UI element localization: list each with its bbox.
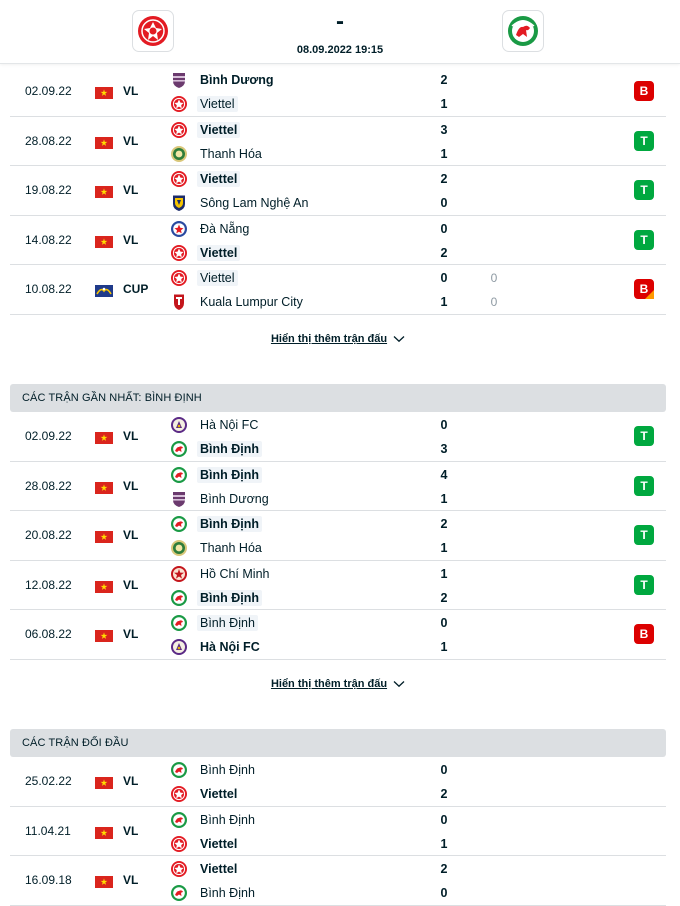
home-score: 2	[440, 862, 448, 877]
match-row[interactable]	[10, 807, 666, 857]
viettel-crest-icon	[170, 121, 188, 139]
away-team-name: Hà Nội FC	[200, 640, 260, 655]
binhdinh-crest-icon	[170, 761, 188, 779]
away-score: 1	[440, 836, 448, 851]
win-badge	[634, 525, 654, 545]
away-team-name: Viettel	[197, 245, 240, 261]
match-row[interactable]	[10, 117, 666, 167]
away-score: 2	[440, 590, 448, 605]
section-header: CÁC TRẬN GẦN NHẤT: BÌNH ĐỊNH	[10, 384, 666, 412]
binhdinh-crest-icon	[170, 466, 188, 484]
win-badge	[634, 575, 654, 595]
competition-label: VL	[123, 232, 139, 247]
result-label: B	[639, 282, 649, 297]
match-date: 16.09.18	[25, 873, 72, 888]
section-header: CÁC TRẬN ĐỐI ĐẦU	[10, 729, 666, 757]
home-team[interactable]	[170, 760, 258, 780]
competition-label: VL	[123, 133, 139, 148]
away-team[interactable]	[170, 193, 311, 213]
binhdinh-crest-icon	[170, 440, 188, 458]
viettel-crest-icon	[170, 785, 188, 803]
vietnam-flag-icon	[95, 629, 113, 641]
show-more-button[interactable]	[10, 660, 666, 708]
match-date: 28.08.22	[25, 478, 72, 493]
match-date: 25.02.22	[25, 773, 72, 788]
danang-crest-icon	[170, 220, 188, 238]
win-badge	[634, 131, 654, 151]
vietnam-flag-icon	[95, 875, 113, 887]
home-team[interactable]	[170, 415, 261, 435]
away-team[interactable]	[170, 94, 238, 114]
match-datetime: 08.09.2022 19:15	[296, 44, 384, 56]
viettel-crest-icon	[170, 244, 188, 262]
vietnam-flag-icon	[95, 185, 113, 197]
home-team[interactable]	[170, 70, 276, 90]
away-score: 1	[440, 541, 448, 556]
away-team-logo[interactable]	[502, 10, 544, 52]
home-team[interactable]	[170, 613, 258, 633]
home-team-name: Bình Định	[200, 762, 255, 777]
match-date: 20.08.22	[25, 528, 72, 543]
away-team[interactable]	[170, 834, 240, 854]
home-score: 0	[440, 762, 448, 777]
home-score: 0	[440, 616, 448, 631]
home-team-name: Bình Định	[197, 516, 262, 532]
away-team-name: Thanh Hóa	[200, 146, 262, 161]
competition-label: VL	[123, 183, 139, 198]
vietnam-flag-icon	[95, 580, 113, 592]
away-team-name: Viettel	[200, 836, 238, 851]
match-row[interactable]	[10, 216, 666, 266]
thanhhoa-crest-icon	[170, 145, 188, 163]
viettel-crest-icon	[170, 170, 188, 188]
away-score: 1	[440, 97, 448, 111]
competition-label: VL	[123, 428, 139, 443]
match-date: 11.04.21	[25, 823, 71, 838]
home-team-name: Viettel	[200, 862, 238, 877]
away-team-name: Bình Định	[200, 886, 255, 901]
competition-label: VL	[123, 478, 139, 493]
away-team-name: Kuala Lumpur City	[200, 295, 303, 310]
competition-label: CUP	[123, 282, 149, 297]
home-team-name: Viettel	[197, 270, 238, 286]
win-badge	[634, 180, 654, 200]
away-team-name: Viettel	[200, 786, 238, 801]
binhduong-crest-icon	[170, 490, 188, 508]
home-team-name: Bình Dương	[200, 73, 274, 87]
result-label: T	[640, 232, 648, 247]
match-row[interactable]	[10, 561, 666, 611]
home-team[interactable]	[170, 120, 240, 140]
vietnam-flag-icon	[95, 530, 113, 542]
result-label: T	[640, 133, 648, 148]
away-score: 2	[440, 245, 448, 260]
home-score: 2	[440, 73, 448, 87]
home-team-name: Hà Nội FC	[200, 417, 259, 432]
vietnam-flag-icon	[95, 431, 113, 443]
home-score: 2	[440, 172, 448, 187]
home-team-name: Hồ Chí Minh	[200, 566, 270, 581]
home-team[interactable]	[170, 859, 240, 879]
result-label: T	[640, 528, 648, 543]
competition-label: VL	[123, 773, 139, 788]
away-score: 2	[440, 786, 448, 801]
match-row[interactable]	[10, 757, 666, 807]
vietnam-flag-icon	[95, 86, 113, 98]
vietnam-flag-icon	[95, 481, 113, 493]
away-penalty-score: 0	[490, 295, 498, 310]
away-score: 0	[440, 196, 448, 211]
home-team-name: Đà Nẵng	[200, 221, 250, 236]
match-row[interactable]	[10, 511, 666, 561]
home-team[interactable]	[170, 810, 258, 830]
competition-label: VL	[123, 84, 139, 98]
match-date: 28.08.22	[25, 133, 72, 148]
score-separator: -	[336, 8, 344, 35]
away-team[interactable]	[170, 243, 240, 263]
thanhhoa-crest-icon	[170, 539, 188, 557]
match-date: 12.08.22	[25, 577, 72, 592]
home-team[interactable]	[170, 514, 262, 534]
home-score: 0	[440, 417, 448, 432]
match-row[interactable]	[10, 412, 666, 462]
away-score: 0	[440, 886, 448, 901]
home-score: 1	[440, 566, 448, 581]
away-team[interactable]	[170, 784, 240, 804]
away-team-name: Viettel	[197, 96, 238, 112]
home-team[interactable]	[170, 465, 262, 485]
home-score: 4	[440, 467, 448, 482]
binhdinh-crest-icon	[170, 589, 188, 607]
viettel-crest-icon	[170, 860, 188, 878]
win-badge	[634, 476, 654, 496]
match-date: 02.09.22	[25, 84, 72, 98]
match-date: 06.08.22	[25, 627, 72, 642]
result-label: T	[640, 577, 648, 592]
viettel-crest-icon	[170, 95, 188, 113]
loss-badge	[634, 279, 654, 299]
match-row[interactable]	[10, 265, 666, 315]
kl-crest-icon	[170, 293, 188, 311]
binhdinh-crest-icon	[170, 614, 188, 632]
away-team[interactable]	[170, 883, 258, 903]
chevron-down-icon	[387, 680, 405, 688]
home-penalty-score: 0	[490, 271, 498, 286]
home-team-name: Bình Định	[197, 615, 258, 631]
home-score: 0	[440, 221, 448, 236]
hanoi-crest-icon	[170, 638, 188, 656]
home-team[interactable]	[170, 268, 238, 288]
result-label: B	[639, 84, 649, 98]
competition-label: VL	[123, 873, 139, 888]
match-row[interactable]	[10, 67, 666, 117]
binhduong-crest-icon	[170, 71, 188, 89]
competition-label: VL	[123, 528, 139, 543]
slna-crest-icon	[170, 194, 188, 212]
away-team[interactable]	[170, 489, 272, 509]
binhdinh-crest-icon	[506, 14, 540, 48]
away-score: 1	[440, 491, 448, 506]
show-more-label[interactable]: Hiển thị thêm trận đấu	[270, 677, 388, 690]
away-team[interactable]	[170, 538, 265, 558]
section-spacer	[10, 708, 666, 729]
penalty-marker	[645, 290, 654, 299]
match-date: 14.08.22	[25, 232, 72, 247]
match-row[interactable]	[10, 462, 666, 512]
away-team-name: Thanh Hóa	[200, 541, 262, 556]
competition-label: VL	[123, 627, 139, 642]
show-more-label[interactable]: Hiển thị thêm trận đấu	[270, 332, 388, 345]
match-header	[0, 0, 680, 64]
away-score: 3	[440, 441, 448, 456]
loss-badge	[634, 624, 654, 644]
away-score: 1	[440, 640, 448, 655]
away-score: 1	[440, 295, 448, 310]
away-team[interactable]	[170, 292, 306, 312]
away-team[interactable]	[170, 144, 265, 164]
result-label: B	[639, 627, 649, 642]
viettel-crest-icon	[170, 269, 188, 287]
home-team-name: Viettel	[197, 171, 240, 187]
result-label: T	[640, 183, 648, 198]
match-row[interactable]	[10, 610, 666, 660]
competition-label: VL	[123, 823, 139, 838]
away-team-name: Sông Lam Nghệ An	[200, 196, 309, 211]
home-team[interactable]	[170, 219, 252, 239]
match-row[interactable]	[10, 166, 666, 216]
vietnam-flag-icon	[95, 826, 113, 838]
competition-label: VL	[123, 577, 139, 592]
show-more-button[interactable]	[10, 315, 666, 363]
loss-badge	[634, 81, 654, 101]
chevron-down-icon	[387, 335, 405, 343]
away-team[interactable]	[170, 637, 263, 657]
home-team-name: Viettel	[197, 122, 240, 138]
viettel-crest-icon	[170, 835, 188, 853]
result-label: T	[640, 428, 648, 443]
hanoi-crest-icon	[170, 416, 188, 434]
home-team-name: Bình Định	[197, 467, 262, 483]
match-row[interactable]	[10, 856, 666, 906]
section-spacer	[10, 363, 666, 384]
vietnam-flag-icon	[95, 776, 113, 788]
home-score: 2	[440, 517, 448, 532]
vietnam-flag-icon	[95, 136, 113, 148]
away-team-name: Bình Định	[197, 590, 262, 606]
result-label: T	[640, 478, 648, 493]
binhdinh-crest-icon	[170, 811, 188, 829]
binhdinh-crest-icon	[170, 884, 188, 902]
away-score: 1	[440, 146, 448, 161]
away-team[interactable]	[170, 439, 262, 459]
home-team[interactable]	[170, 564, 272, 584]
away-team[interactable]	[170, 588, 262, 608]
away-team-name: Bình Dương	[200, 491, 269, 506]
match-date: 19.08.22	[25, 183, 72, 198]
afc-cup-icon	[95, 284, 113, 296]
home-score: 0	[440, 812, 448, 827]
win-badge	[634, 426, 654, 446]
home-score: 0	[440, 271, 448, 286]
hcm-crest-icon	[170, 565, 188, 583]
vietnam-flag-icon	[95, 235, 113, 247]
binhdinh-crest-icon	[170, 515, 188, 533]
match-date: 02.09.22	[25, 428, 72, 443]
home-score: 3	[440, 122, 448, 137]
home-team[interactable]	[170, 169, 240, 189]
h2h-content	[10, 67, 666, 906]
away-team-name: Bình Định	[197, 441, 262, 457]
home-team-name: Bình Định	[200, 812, 255, 827]
match-date: 10.08.22	[25, 282, 72, 297]
win-badge	[634, 230, 654, 250]
